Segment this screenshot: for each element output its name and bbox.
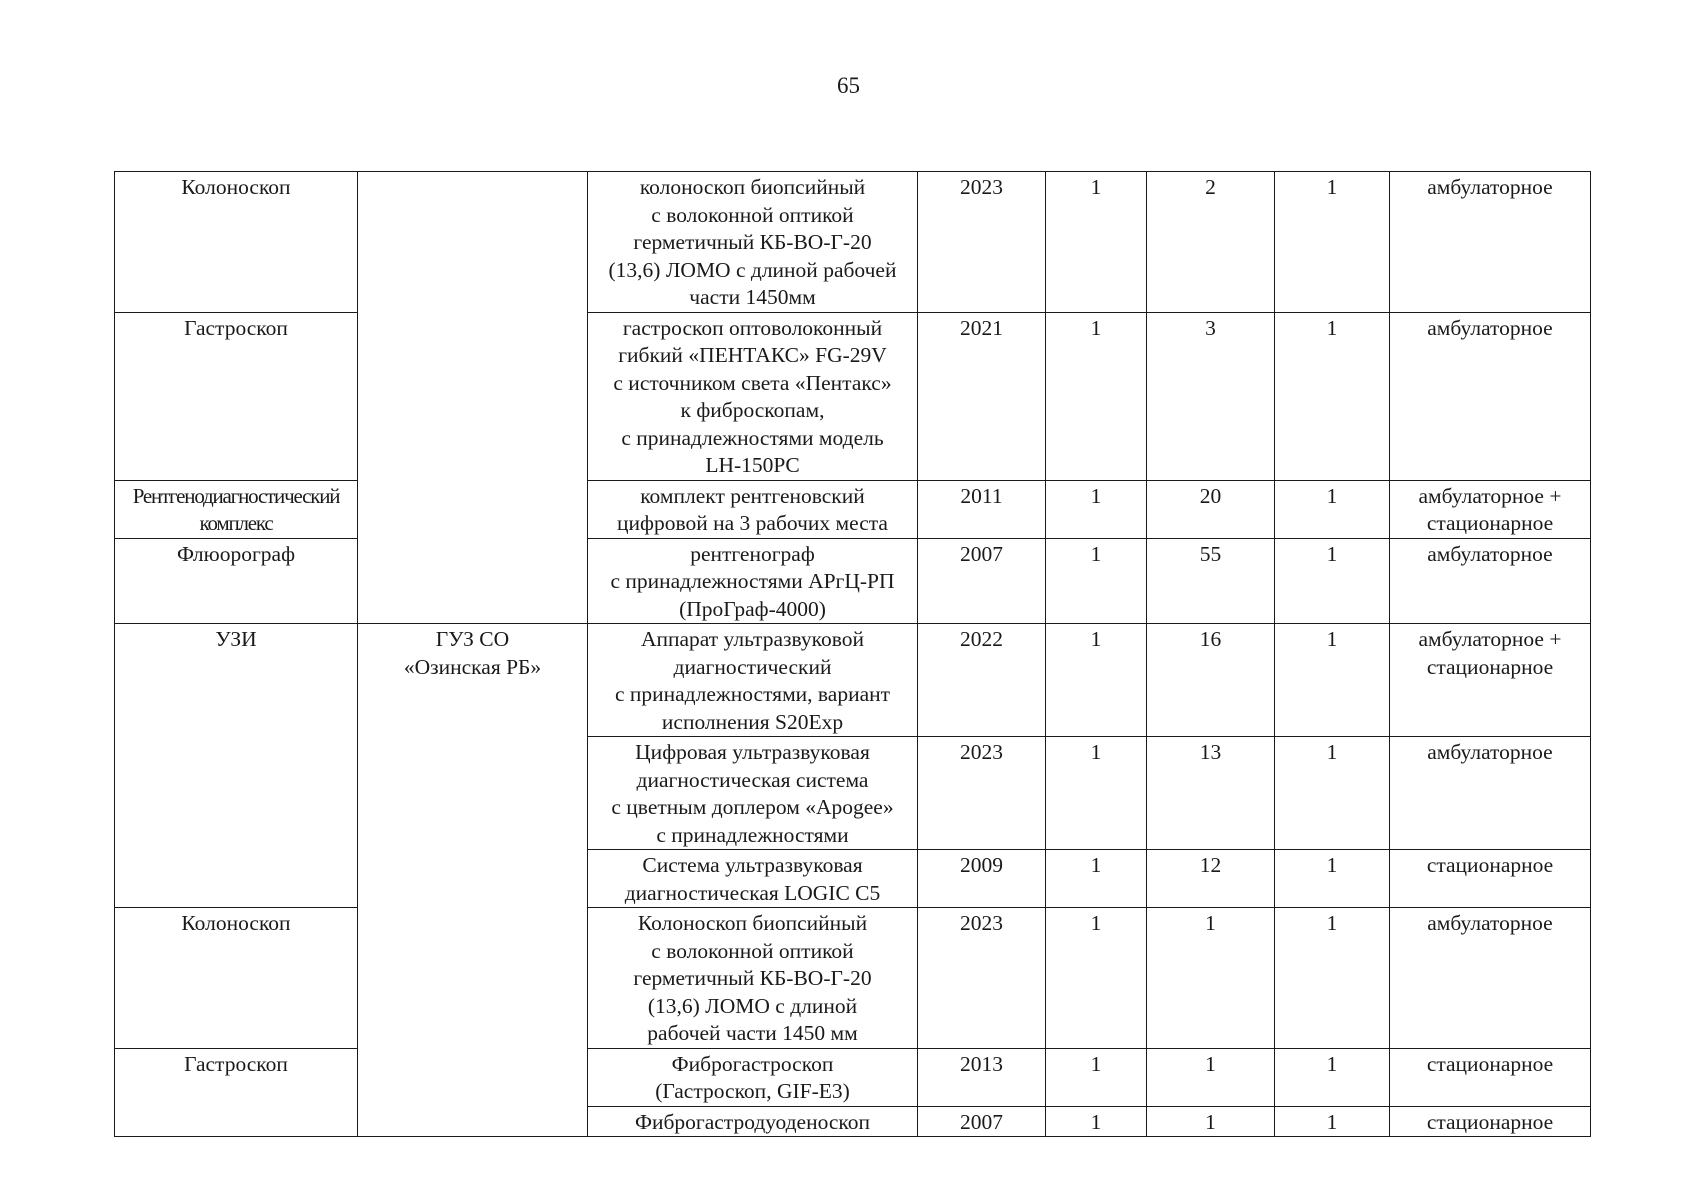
quantity-cell: 1 (1046, 480, 1147, 538)
page-number: 65 (837, 73, 860, 98)
equipment-model-cell: комплект рентгеновский цифровой на 3 рабочих места (588, 480, 918, 538)
equipment-model-cell: Фиброгастродуоденоскоп (588, 1106, 918, 1137)
usage-mode-cell: амбулаторное (1390, 737, 1591, 850)
quantity-cell: 1 (1046, 1106, 1147, 1137)
equipment-type-cell: Рентгенодиагностический комплекс (115, 480, 358, 538)
usage-mode-cell: стационарное (1390, 1048, 1591, 1106)
count-cell: 1 (1275, 624, 1390, 737)
year-cell: 2011 (918, 480, 1046, 538)
year-cell: 2007 (918, 538, 1046, 624)
equipment-type-cell: УЗИ (115, 624, 358, 908)
organization-cell (358, 172, 588, 624)
usage-mode-cell: стационарное (1390, 1106, 1591, 1137)
year-cell: 2023 (918, 908, 1046, 1049)
table-row (115, 538, 1591, 624)
equipment-type-cell: Колоноскоп (115, 908, 358, 1049)
equipment-table (114, 171, 1591, 1137)
equipment-model-cell: колоноскоп биопсийный с волоконной оптикой герметичный КБ-ВО-Г-20 (13,6) ЛОМО с длиной рабочей части 1450мм (588, 172, 918, 313)
quantity-cell: 1 (1046, 908, 1147, 1049)
equipment-model-cell: Фиброгастроскоп (Гастроскоп, GIF-E3) (588, 1048, 918, 1106)
equipment-model-cell: Аппарат ультразвуковой диагностический с принадлежностями, вариант исполнения S20Exp (588, 624, 918, 737)
usage-mode-cell: амбулаторное (1390, 908, 1591, 1049)
equipment-model-cell: Колоноскоп биопсийный с волоконной оптикой герметичный КБ-ВО-Г-20 (13,6) ЛОМО с длиной рабочей части 1450 мм (588, 908, 918, 1049)
quantity-cell: 1 (1046, 624, 1147, 737)
year-cell: 2022 (918, 624, 1046, 737)
quantity-cell: 1 (1046, 850, 1147, 908)
value-cell: 16 (1147, 624, 1275, 737)
quantity-cell: 1 (1046, 312, 1147, 480)
year-cell: 2013 (918, 1048, 1046, 1106)
year-cell: 2023 (918, 737, 1046, 850)
value-cell: 12 (1147, 850, 1275, 908)
table-row (115, 480, 1591, 538)
count-cell: 1 (1275, 737, 1390, 850)
usage-mode-cell: амбулаторное (1390, 538, 1591, 624)
usage-mode-cell: амбулаторное + стационарное (1390, 480, 1591, 538)
value-cell: 55 (1147, 538, 1275, 624)
equipment-model-cell: Система ультразвуковая диагностическая LOGIC C5 (588, 850, 918, 908)
count-cell: 1 (1275, 850, 1390, 908)
equipment-model-cell: рентгенограф с принадлежностями АРгЦ-РП (ПроГраф-4000) (588, 538, 918, 624)
count-cell: 1 (1275, 1106, 1390, 1137)
table-row (115, 1048, 1591, 1106)
usage-mode-cell: амбулаторное (1390, 172, 1591, 313)
equipment-model-cell: гастроскоп оптоволоконный гибкий «ПЕНТАКС» FG-29V с источником света «Пентакс» к фиброскопам, с принадлежностями модель LH-150PC (588, 312, 918, 480)
equipment-model-cell: Цифровая ультразвуковая диагностическая система с цветным доплером «Apogee» с принадлежностями (588, 737, 918, 850)
usage-mode-cell: амбулаторное + стационарное (1390, 624, 1591, 737)
count-cell: 1 (1275, 312, 1390, 480)
value-cell: 3 (1147, 312, 1275, 480)
quantity-cell: 1 (1046, 1048, 1147, 1106)
value-cell: 20 (1147, 480, 1275, 538)
usage-mode-cell: амбулаторное (1390, 312, 1591, 480)
count-cell: 1 (1275, 538, 1390, 624)
equipment-type-cell: Гастроскоп (115, 312, 358, 480)
usage-mode-cell: стационарное (1390, 850, 1591, 908)
organization-cell: ГУЗ СО «Озинская РБ» (358, 624, 588, 1137)
year-cell: 2023 (918, 172, 1046, 313)
year-cell: 2007 (918, 1106, 1046, 1137)
value-cell: 2 (1147, 172, 1275, 313)
equipment-type-cell: Колоноскоп (115, 172, 358, 313)
quantity-cell: 1 (1046, 172, 1147, 313)
table-row (115, 312, 1591, 480)
value-cell: 13 (1147, 737, 1275, 850)
value-cell: 1 (1147, 1048, 1275, 1106)
year-cell: 2021 (918, 312, 1046, 480)
quantity-cell: 1 (1046, 737, 1147, 850)
count-cell: 1 (1275, 908, 1390, 1049)
count-cell: 1 (1275, 172, 1390, 313)
value-cell: 1 (1147, 1106, 1275, 1137)
table-row (115, 908, 1591, 1049)
table-row (115, 624, 1591, 737)
year-cell: 2009 (918, 850, 1046, 908)
count-cell: 1 (1275, 480, 1390, 538)
quantity-cell: 1 (1046, 538, 1147, 624)
equipment-type-cell: Гастроскоп (115, 1048, 358, 1137)
equipment-type-cell: Флюорограф (115, 538, 358, 624)
count-cell: 1 (1275, 1048, 1390, 1106)
table-row (115, 172, 1591, 313)
value-cell: 1 (1147, 908, 1275, 1049)
